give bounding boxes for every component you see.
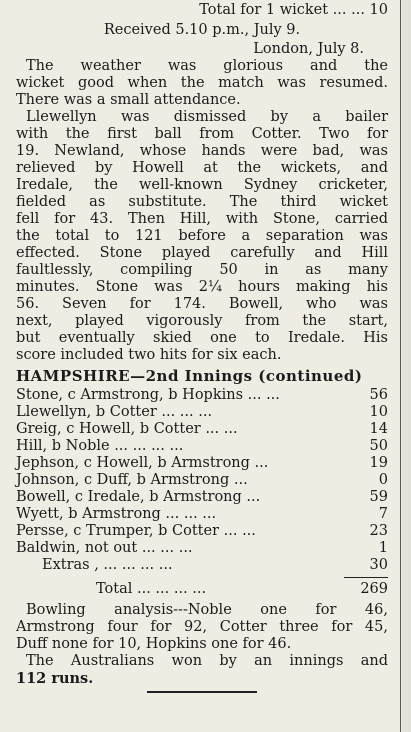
running-total-text: Total for 1 wicket ... ... 10 — [199, 2, 388, 18]
runs-value: 10 — [369, 404, 388, 420]
paragraph-line: the total to 121 before a separation was — [16, 228, 388, 244]
paragraph-match-report — [16, 109, 388, 364]
batsman-entry: Johnson, c Duff, b Armstrong ... — [16, 472, 248, 488]
runs-value: 50 — [369, 438, 388, 454]
paragraph-result — [16, 653, 388, 687]
adjacent-column-edge — [402, 0, 411, 732]
total-rule — [344, 577, 388, 578]
runs-value: 1 — [378, 540, 388, 556]
paragraph-line: effected. Stone played carefully and Hill — [16, 245, 388, 261]
paragraph-line: fell for 43. Then Hill, with Stone, carried — [16, 211, 388, 227]
scorecard — [16, 368, 388, 598]
runs-value: 14 — [369, 421, 388, 437]
paragraph-bowling-analysis — [16, 602, 388, 653]
runs-value: 19 — [369, 455, 388, 471]
scorecard-row — [16, 438, 388, 455]
batsman-entry: Jephson, c Howell, b Armstrong ... — [16, 455, 269, 471]
scorecard-row — [16, 455, 388, 472]
paragraph-line: minutes. Stone was 2¼ hours making his — [16, 279, 388, 295]
batsman-entry: Wyett, b Armstrong ... ... ... — [16, 506, 217, 522]
batsman-entry: Bowell, c Iredale, b Armstrong ... — [16, 489, 261, 505]
runs-value: 7 — [378, 506, 388, 522]
paragraph-line: Bowling analysis---Noble one for 46, — [26, 602, 388, 618]
paragraph-line: Llewellyn was dismissed by a bailer — [26, 109, 388, 125]
dateline: London, July 8. — [253, 41, 364, 57]
scorecard-row — [16, 404, 388, 421]
paragraph-line: fielded as substitute. The third wicket — [16, 194, 388, 210]
runs-value: 59 — [369, 489, 388, 505]
runs-value: 56 — [369, 387, 388, 403]
batsman-entry: Baldwin, not out ... ... ... — [16, 540, 193, 556]
scorecard-row — [16, 472, 388, 489]
scorecard-row — [16, 387, 388, 404]
paragraph-line: Iredale, the well-known Sydney cricketer, — [16, 177, 388, 193]
batsman-entry: Persse, c Trumper, b Cotter ... ... — [16, 523, 256, 539]
paragraph-weather — [16, 58, 388, 109]
batsman-entry: Hill, b Noble ... ... ... ... — [16, 438, 184, 454]
paragraph-line: next, played vigorously from the start, — [16, 313, 388, 329]
paragraph-line: The weather was glorious and the — [26, 58, 388, 74]
scorecard-rows — [16, 387, 388, 574]
batsman-entry: Llewellyn, b Cotter ... ... ... — [16, 404, 213, 420]
batsman-entry: Greig, c Howell, b Cotter ... ... — [16, 421, 238, 437]
end-rule — [147, 691, 257, 693]
total-runs: 269 — [360, 581, 388, 597]
scorecard-row — [16, 506, 388, 523]
received-line: Received 5.10 p.m., July 9. — [103, 22, 301, 38]
paragraph-line: The Australians won by an innings and — [26, 653, 388, 669]
paragraph-line: but eventually skied one to Iredale. His — [16, 330, 388, 346]
extras-label: Extras , ... ... ... ... — [42, 557, 173, 573]
total-label: Total ... ... ... ... — [96, 581, 207, 597]
batsman-entry: Stone, c Armstrong, b Hopkins ... ... — [16, 387, 280, 403]
paragraph-line: relieved by Howell at the wickets, and — [16, 160, 388, 176]
paragraph-line: wicket good when the match was resumed. — [16, 75, 388, 91]
paragraph-line: Duff none for 10, Hopkins one for 46. — [16, 636, 292, 652]
scorecard-row — [16, 523, 388, 540]
paragraph-line: 19. Newland, whose hands were bad, was — [16, 143, 388, 159]
scorecard-row — [16, 421, 388, 438]
scorecard-row — [16, 540, 388, 557]
paragraph-line: 112 runs. — [16, 670, 94, 687]
paragraph-line: There was a small attendance. — [16, 92, 241, 108]
scorecard-row — [16, 489, 388, 506]
scorecard-title: HAMPSHIRE—2nd Innings (continued) — [16, 367, 363, 385]
runs-value: 0 — [378, 472, 388, 488]
scorecard-total-row — [16, 581, 388, 598]
paragraph-line: faultlessly, compiling 50 in as many — [16, 262, 388, 278]
paragraph-line: 56. Seven for 174. Bowell, who was — [16, 296, 388, 312]
runs-value: 23 — [369, 523, 388, 539]
runs-value: 30 — [369, 557, 388, 573]
paragraph-line: score included two hits for six each. — [16, 347, 282, 363]
paragraph-line: with the first ball from Cotter. Two for — [16, 126, 388, 142]
paragraph-line: Armstrong four for 92, Cotter three for 45, — [16, 619, 388, 635]
running-total-line — [16, 2, 388, 19]
column-divider — [400, 0, 401, 732]
scorecard-row-extras — [16, 557, 388, 574]
